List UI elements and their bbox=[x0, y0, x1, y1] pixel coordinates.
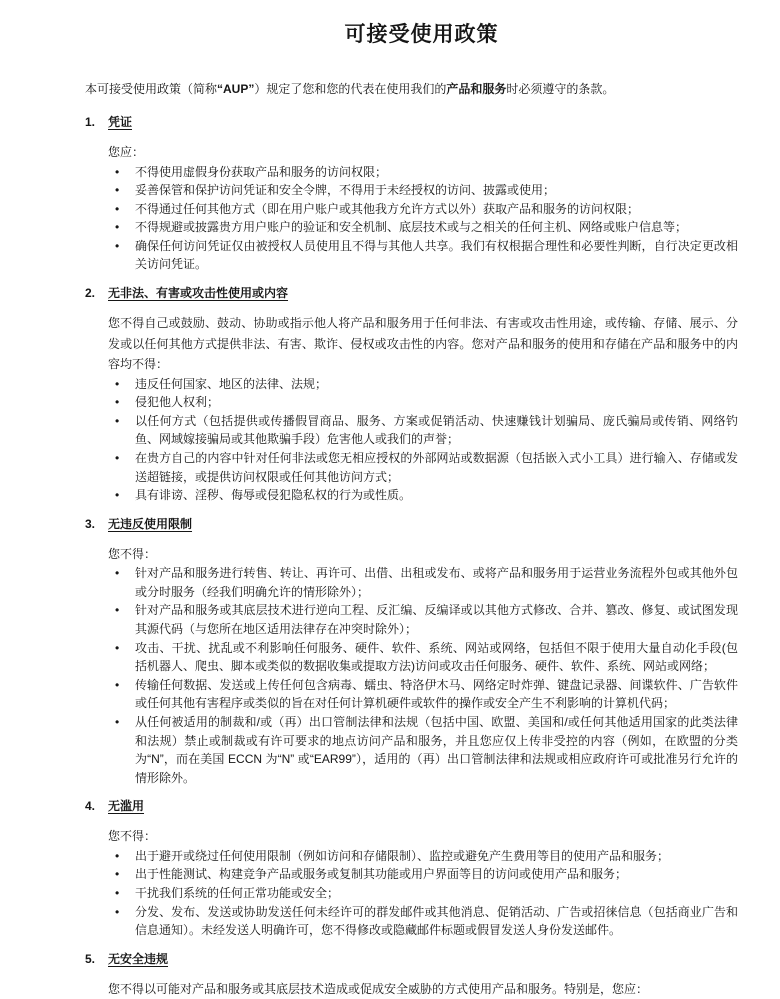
bullet-text: 具有诽谤、淫秽、侮辱或侵犯隐私权的行为或性质。 bbox=[135, 488, 412, 503]
bullet-text: 不得使用虚假身份获取产品和服务的访问权限； bbox=[135, 164, 388, 179]
bullet-dot-icon: • bbox=[115, 183, 120, 198]
intro-aup-bold: “AUP” bbox=[217, 82, 255, 96]
bullet-item bbox=[108, 865, 738, 884]
bullet-item bbox=[108, 393, 738, 412]
bullet-dot-icon: • bbox=[115, 677, 120, 692]
page-title: 可接受使用政策 bbox=[344, 23, 499, 46]
section-lead-paragraph: 您不得自己或鼓励、鼓动、协助或指示他人将产品和服务用于任何非法、有害或攻击性用途，或传输、存储、展示、分发或以任何其他方式提供非法、有害、欺诈、侵权或攻击性的内容。您对产品和服务的使用和存储在产品和服务中的内容均不得： bbox=[108, 316, 738, 372]
bullet-item bbox=[108, 449, 738, 486]
section-title: 无非法、有害或攻击性使用或内容 bbox=[108, 286, 289, 301]
bullet-dot-icon: • bbox=[115, 848, 120, 863]
bullet-item bbox=[108, 375, 738, 394]
section-number: 1. bbox=[85, 115, 96, 129]
section-lead-paragraph: 您应： bbox=[108, 145, 145, 159]
bullet-text: 在贵方自己的内容中针对任何非法或您无相应授权的外部网站或数据源（包括嵌入式小工具）进行输入、存储或发送超链接，或提供访问权限或任何其他访问方式； bbox=[135, 450, 738, 484]
intro-products-bold: 产品和服务 bbox=[446, 82, 507, 96]
bullet-dot-icon: • bbox=[115, 640, 120, 655]
bullet-item bbox=[108, 163, 738, 182]
policy-section bbox=[85, 285, 758, 505]
section-heading-row bbox=[85, 516, 758, 533]
section-number: 3. bbox=[85, 516, 96, 531]
bullet-item bbox=[108, 564, 738, 601]
bullet-text: 不得通过任何其他方式（即在用户账户或其他我方允许方式以外）获取产品和服务的访问权限； bbox=[135, 201, 640, 216]
policy-section bbox=[85, 114, 758, 274]
section-number: 2. bbox=[85, 286, 96, 301]
bullet-item bbox=[108, 218, 738, 237]
sections-list bbox=[85, 114, 758, 999]
bullet-text: 确保任何访问凭证仅由被授权人员使用且不得与其他人共享。我们有权根据合理性和必要性判断，自行决定更改相关访问凭证。 bbox=[135, 238, 738, 272]
bullet-text: 传输任何数据、发送或上传任何包含病毒、蠕虫、特洛伊木马、网络定时炸弹、键盘记录器、间谍软件、广告软件或任何其他有害程序或类似的旨在对任何计算机硬件或软件的操作或安全产生不利影响的计算机代码； bbox=[135, 677, 738, 711]
bullet-item bbox=[108, 601, 738, 638]
section-lead-paragraph: 您不得： bbox=[108, 829, 157, 844]
bullet-list bbox=[108, 163, 738, 275]
section-title: 凭证 bbox=[108, 115, 133, 129]
bullet-dot-icon: • bbox=[115, 886, 120, 901]
bullet-dot-icon: • bbox=[115, 603, 120, 618]
bullet-text: 出于避开或绕过任何使用限制（例如访问和存储限制）、监控或避免产生费用等目的使用产品和服务； bbox=[135, 848, 670, 863]
bullet-list bbox=[108, 564, 738, 787]
bullet-item bbox=[108, 237, 738, 274]
bullet-item bbox=[108, 713, 738, 787]
bullet-text: 干扰我们系统的任何正常功能或安全； bbox=[135, 886, 340, 901]
bullet-item bbox=[108, 884, 738, 903]
bullet-dot-icon: • bbox=[115, 450, 120, 465]
bullet-list bbox=[108, 847, 738, 940]
bullet-text: 以任何方式（包括提供或传播假冒商品、服务、方案或促销活动、快速赚钱计划骗局、庞氏骗局或传销、网络钓鱼、网域嫁接骗局或其他欺骗手段）危害他人或我们的声誉； bbox=[135, 413, 738, 447]
section-title: 无安全违规 bbox=[108, 951, 169, 966]
intro-text-post: 时必须遵守的条款。 bbox=[506, 82, 615, 96]
bullet-text: 从任何被适用的制裁和/或（再）出口管制法律和法规（包括中国、欧盟、美国和/或任何其他适用国家的此类法律和法规）禁止或制裁或有许可要求的地点访问产品和服务，并且您应仅上传非受控的内容（例如，在欧盟的分类为“N”，而在美国 ECCN 为“N” 或“EAR99”），适用的（再）出口管制法律和法规或相应政府许可或批准另行允许的情形除外。 bbox=[135, 714, 738, 785]
bullet-item bbox=[108, 200, 738, 219]
bullet-text: 出于性能测试、构建竞争产品或服务或复制其功能或用户界面等目的访问或使用产品和服务； bbox=[135, 867, 628, 882]
bullet-text: 攻击、干扰、扰乱或不利影响任何服务、硬件、软件、系统、网站或网络，包括但不限于使用大量自动化手段(包括机器人、爬虫、脚本或类似的数据收集或提取方法)访问或攻击任何服务、硬件、软件、系统、网站或网络； bbox=[135, 640, 738, 674]
bullet-item bbox=[108, 181, 738, 200]
policy-section bbox=[85, 798, 758, 939]
bullet-list bbox=[108, 375, 738, 505]
bullet-text: 针对产品和服务或其底层技术进行逆向工程、反汇编、反编译或以其他方式修改、合并、篡改、修复、或试图发现其源代码（与您所在地区适用法律存在冲突时除外）； bbox=[135, 603, 738, 636]
bullet-dot-icon: • bbox=[115, 867, 120, 882]
section-title: 无滥用 bbox=[108, 799, 145, 814]
intro-text-pre: 本可接受使用政策（简称 bbox=[85, 82, 218, 96]
bullet-item bbox=[108, 847, 738, 866]
bullet-dot-icon: • bbox=[115, 238, 120, 253]
bullet-dot-icon: • bbox=[115, 413, 120, 428]
section-heading-row bbox=[85, 951, 758, 968]
section-lead-paragraph: 您不得以可能对产品和服务或其底层技术造成或促成安全威胁的方式使用产品和服务。特别是，您应： bbox=[108, 981, 649, 996]
policy-section bbox=[85, 516, 758, 788]
bullet-dot-icon: • bbox=[115, 220, 120, 235]
bullet-dot-icon: • bbox=[115, 376, 120, 391]
bullet-dot-icon: • bbox=[115, 395, 120, 410]
bullet-dot-icon: • bbox=[115, 164, 120, 179]
bullet-text: 针对产品和服务进行转售、转让、再许可、出借、出租或发布、或将产品和服务用于运营业务流程外包或其他外包或分时服务（经我们明确允许的情形除外）； bbox=[135, 566, 738, 599]
section-number: 5. bbox=[85, 951, 96, 966]
bullet-dot-icon: • bbox=[115, 566, 120, 581]
section-title: 无违反使用限制 bbox=[108, 516, 193, 531]
bullet-text: 不得规避或披露贵方用户账户的验证和安全机制、底层技术或与之相关的任何主机、网络或账户信息等； bbox=[135, 220, 688, 235]
intro-paragraph bbox=[85, 79, 758, 99]
bullet-item bbox=[108, 903, 738, 940]
policy-section bbox=[85, 951, 758, 999]
bullet-dot-icon: • bbox=[115, 714, 120, 729]
bullet-text: 违反任何国家、地区的法律、法规； bbox=[135, 376, 328, 391]
section-lead-paragraph: 您不得： bbox=[108, 546, 157, 561]
bullet-text: 妥善保管和保护访问凭证和安全令牌，不得用于未经授权的访问、披露或使用； bbox=[135, 183, 556, 198]
section-heading-row bbox=[85, 114, 758, 131]
section-heading-row bbox=[85, 798, 758, 815]
bullet-text: 侵犯他人权利； bbox=[135, 395, 220, 410]
section-number: 4. bbox=[85, 799, 96, 814]
bullet-item bbox=[108, 412, 738, 449]
intro-text-mid: ）规定了您和您的代表在使用我们的 bbox=[254, 82, 447, 96]
bullet-text: 分发、发布、发送或协助发送任何未经许可的群发邮件或其他消息、促销活动、广告或招徕信息（包括商业广告和信息通知）。未经发送人明确许可，您不得修改或隐藏邮件标题或假冒发送人身份发送邮件。 bbox=[135, 904, 738, 938]
bullet-item bbox=[108, 639, 738, 676]
bullet-dot-icon: • bbox=[115, 904, 120, 919]
bullet-dot-icon: • bbox=[115, 488, 120, 503]
bullet-item bbox=[108, 486, 738, 505]
section-heading-row bbox=[85, 285, 758, 302]
bullet-dot-icon: • bbox=[115, 201, 120, 216]
bullet-item bbox=[108, 676, 738, 713]
